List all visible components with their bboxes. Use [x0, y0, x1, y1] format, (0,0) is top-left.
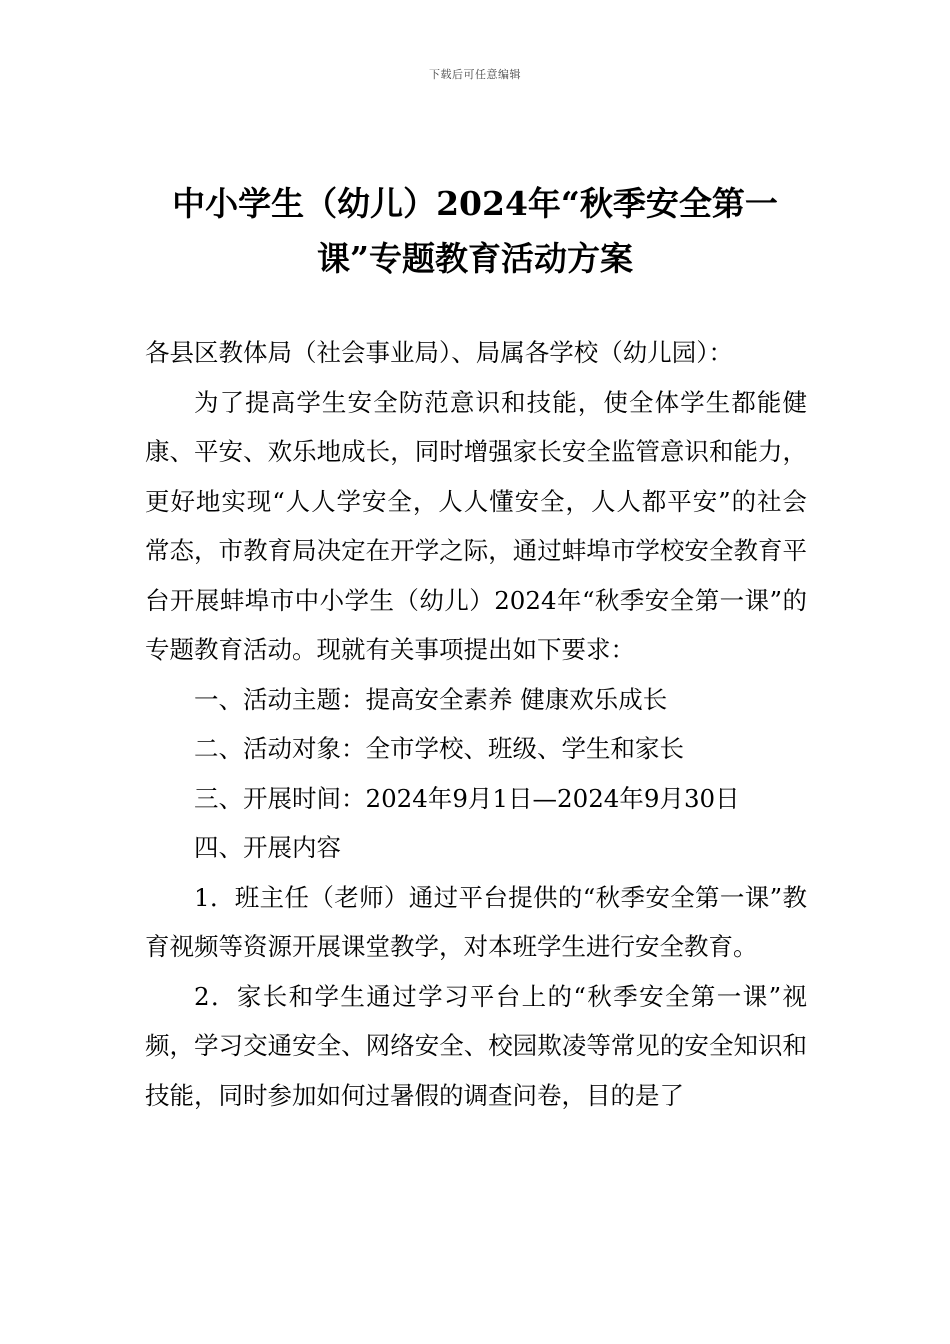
section-audience: 二、活动对象：全市学校、班级、学生和家长	[194, 734, 684, 763]
section-content-heading: 四、开展内容	[194, 833, 341, 862]
section-theme: 一、活动主题：提高安全素养 健康欢乐成长	[194, 684, 668, 714]
title-line-1: 中小学生（幼儿）2024年“秋季安全第一	[172, 184, 778, 223]
page-header: 下载后可任意编辑	[429, 68, 521, 81]
title-line-2: 课”专题教育活动方案	[317, 239, 633, 278]
document-body	[145, 328, 807, 1120]
document-title	[120, 176, 830, 286]
salutation: 各县区教体局（社会事业局）、局属各学校（幼儿园）：	[145, 338, 733, 367]
content-item-2: 2．家长和学生通过学习平台上的“秋季安全第一课”视频，学习交通安全、网络安全、校园欺凌等常见的安全知识和技能，同时参加如何过暑假的调查问卷，目的是了	[145, 981, 807, 1110]
intro-paragraph: 为了提高学生安全防范意识和技能，使全体学生都能健康、平安、欢乐地成长，同时增强家长安全监管意识和能力，更好地实现“人人学安全，人人懂安全，人人都平安”的社会常态，市教育局决定在开学之际，通过蚌埠市学校安全教育平台开展蚌埠市中小学生（幼儿）2024年“秋季安全第一课”的专题教育活动。现就有关事项提出如下要求：	[145, 387, 807, 664]
content-item-1: 1．班主任（老师）通过平台提供的“秋季安全第一课”教育视频等资源开展课堂教学，对本班学生进行安全教育。	[145, 882, 807, 961]
section-time: 三、开展时间：2024年9月1日—2024年9月30日	[194, 783, 740, 813]
